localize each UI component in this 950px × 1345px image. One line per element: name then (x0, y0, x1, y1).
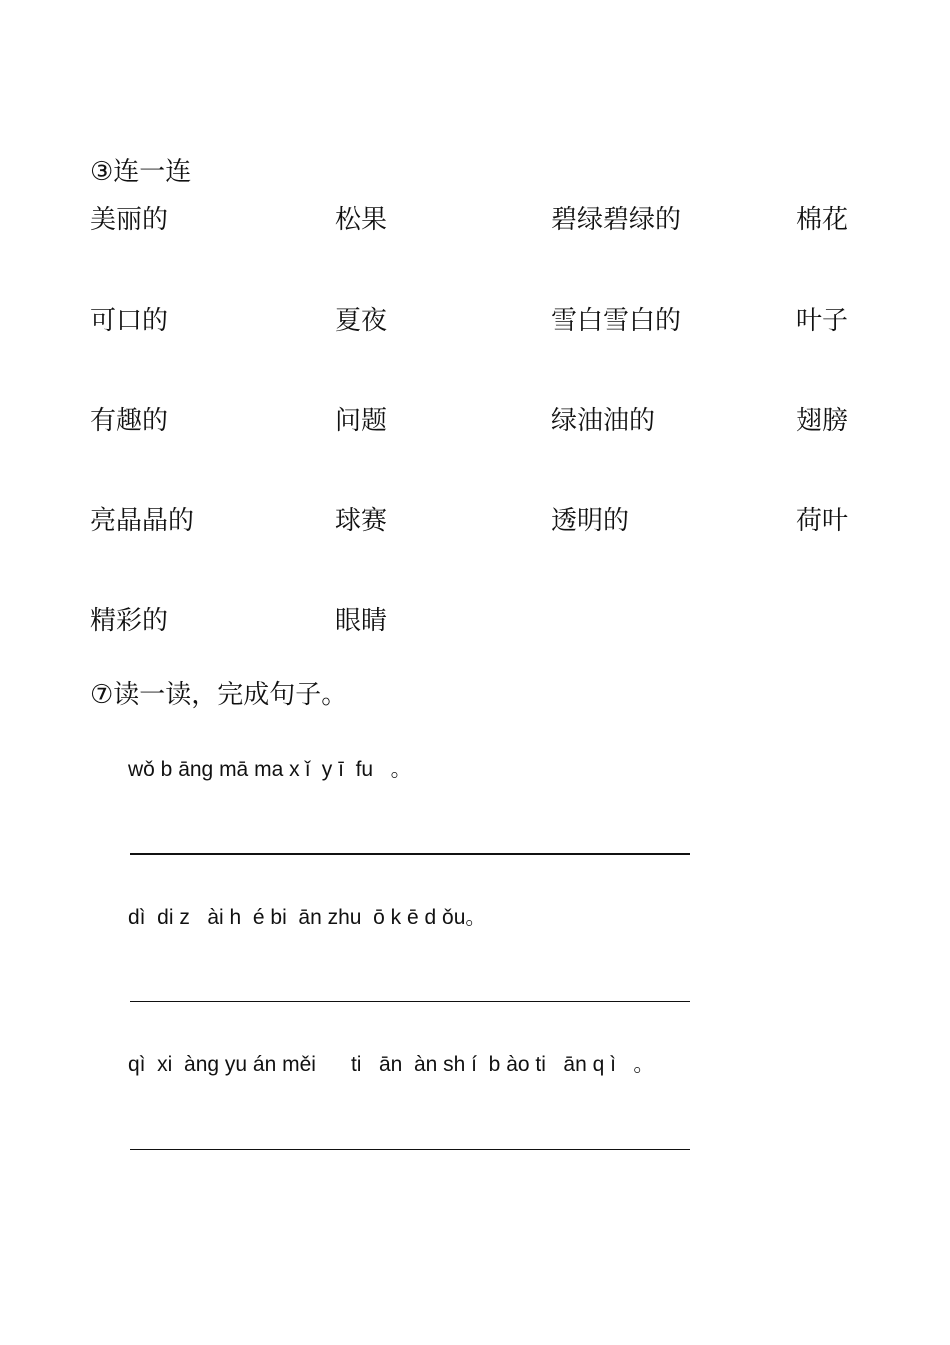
section-7-title: ⑦读一读，完成句子。 (90, 680, 348, 710)
pinyin-sentence: qì xi àng yu án měi ti ān àn sh í b ào ti ān q ì 。 (128, 1053, 655, 1076)
match-right-item: 夏夜 (335, 306, 388, 336)
match-right-item-2: 翅膀 (796, 406, 849, 436)
answer-line (130, 853, 690, 855)
match-right-item: 松果 (335, 205, 388, 235)
match-right-item-2: 棉花 (796, 205, 849, 235)
match-right-item: 眼睛 (335, 606, 388, 636)
match-left-item: 精彩的 (90, 606, 169, 636)
match-right-item: 问题 (335, 406, 388, 436)
answer-line (130, 1001, 690, 1002)
pinyin-sentence: wǒ b āng mā ma x ǐ y ī fu 。 (128, 758, 412, 781)
match-right-item-2: 叶子 (796, 306, 849, 336)
pinyin-sentence: dì di z ài h é bi ān zhu ō k ē d ǒu。 (128, 906, 487, 929)
match-left-item: 亮晶晶的 (90, 506, 195, 536)
match-left-item-2: 碧绿碧绿的 (551, 205, 682, 235)
match-left-item-2: 绿油油的 (551, 406, 656, 436)
match-left-item-2: 透明的 (551, 506, 630, 536)
match-left-item: 可口的 (90, 306, 169, 336)
match-left-item: 有趣的 (90, 406, 169, 436)
match-left-item: 美丽的 (90, 205, 169, 235)
answer-line (130, 1149, 690, 1150)
match-right-item-2: 荷叶 (796, 506, 849, 536)
match-right-item: 球赛 (335, 506, 388, 536)
section-3-title: ③连一连 (90, 157, 192, 187)
match-left-item-2: 雪白雪白的 (551, 306, 682, 336)
